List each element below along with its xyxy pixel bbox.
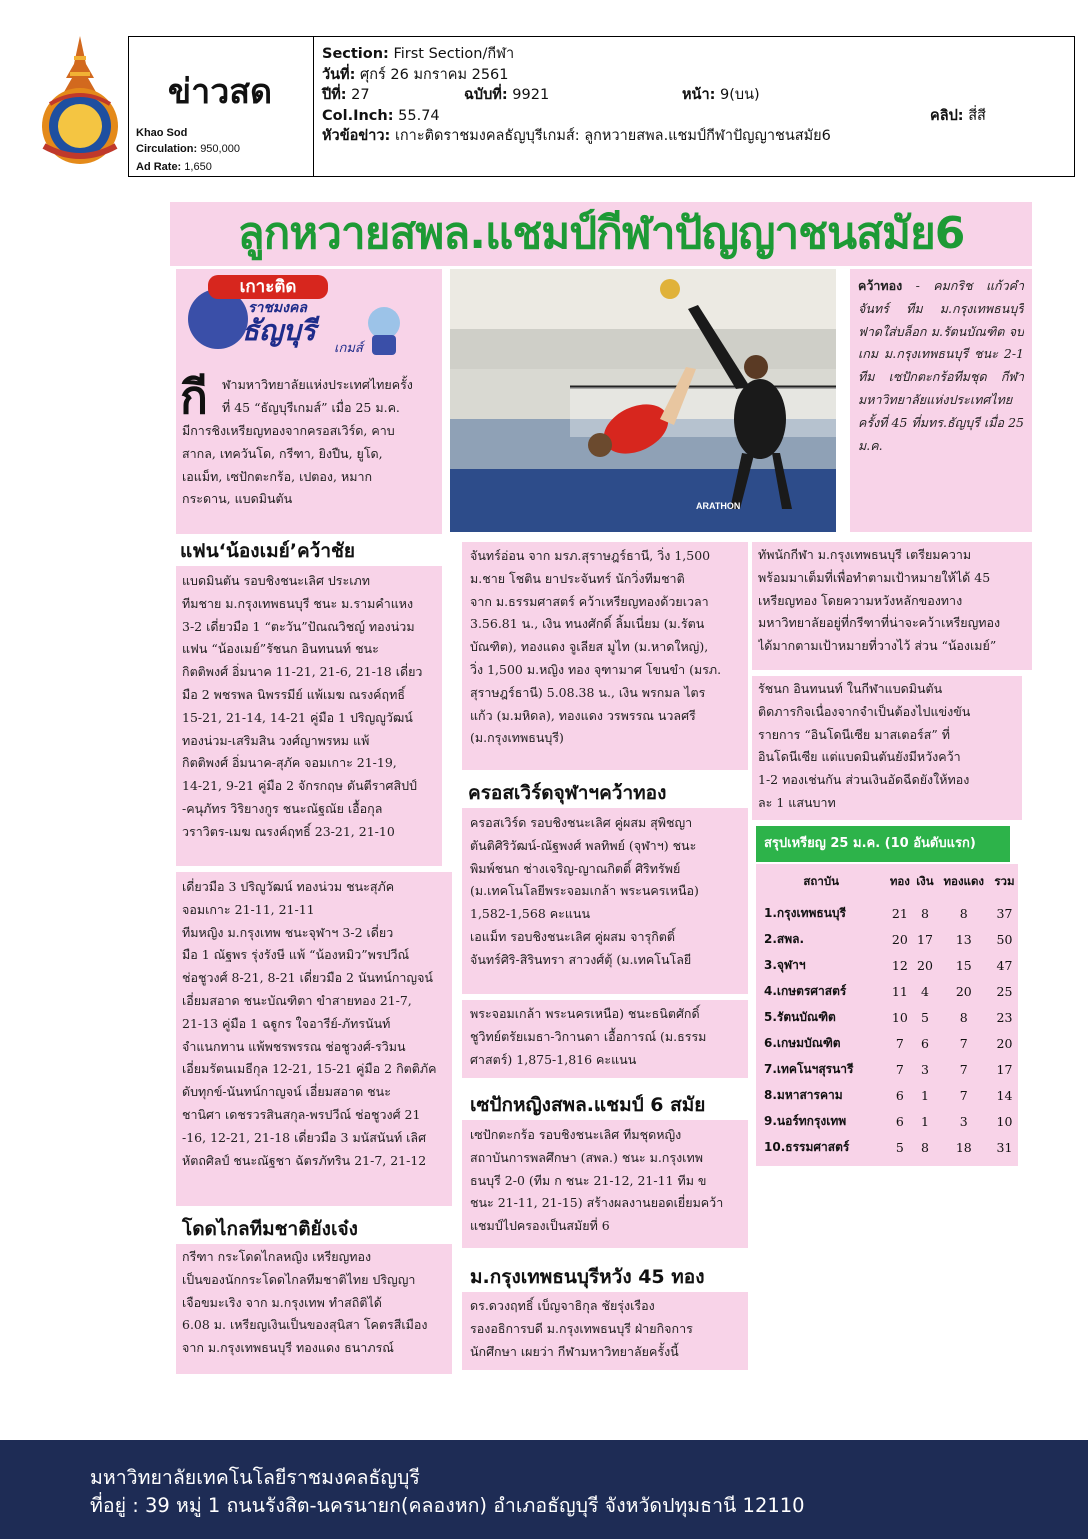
footer-university-name: มหาวิทยาลัยเทคโนโลยีราชมงคลธัญบุรี [90, 1466, 420, 1489]
medal-table [756, 864, 1018, 1166]
cell-gold: 11 [891, 983, 908, 999]
cell-total: 17 [996, 1061, 1013, 1077]
table-row [756, 1056, 1018, 1082]
athletics-text: จันทร์อ่อน จาก มรภ.สุราษฎร์ธานี, วิ่ง 1,500 ม.ชาย โชติน ยาประจันทร์ นักวิ่งทีมชาติ จาก ม.ธรรมศาสตร์ คว้าเหรียญทองด้วยเวลา 3.56.81 น., เงิน ทนงศักดิ์ ลิ้มเนี่ยม (ม.รัตน บัณฑิต), ทองแดง จูเลียส มูไท (ม.หาดใหญ่), วิ่ง 1,500 ม.หญิง ทอง จุฑามาศ โขนขำ (มรภ. สุราษฎร์ธานี) 5.08.38 น., เงิน พรกมล ไตร แก้ว (ม.มหิดล), ทองแดง วรพรรณ นวลศรี (ม.กรุงเทพธนบุรี) [470, 548, 722, 746]
cell-bronze: 7 [959, 1035, 968, 1051]
cell-institution: 3.จุฬาฯ [764, 957, 806, 972]
table-row [756, 1082, 1018, 1108]
meta-issue: ปีที่: 27 ฉบับที่: 9921 หน้า: 9(บน) [322, 87, 760, 103]
logo-kicker: เกาะติด [208, 275, 328, 299]
badminton-women-text: เดี่ยวมือ 3 ปริญูวัฒน์ ทองน่วม ชนะสุภัค จอมเกาะ 21-11, 21-11 ทีมหญิง ม.กรุงเทพ ชนะจุฬาฯ 3-2 เดี่ยว มือ 1 ณัฐพร รุ่งรังษี แพ้ “น้องหมิว”พรปวีณ์ ช่อชูวงศ์ 8-21, 8-21 เดี่ยวมือ 2 นันทน์กาญจน์ เอี่ยมสอาด ชนะบัณฑิตา ขำสายทอง 21-7, 21-13 คู่มือ 1 ฉฐูกร ใจอารีย์-ภัทรนันท์ จำแนกทาน แพ้พชรพรรณ ช่อชูวงศ์-รวิมน เอี่ยมรัตนเมธีกุล 12-21, 15-21 คู่มือ 2 กิตติภัค ดับทุกข์-นันทน์กาญจน์ เอี่ยมสอาด ชนะ ชานิศา เดชรวรสินสกุล-พรปวีณ์ ช่อชูวงศ์ 21 -16, 12-21, 21-18 เดี่ยวมือ 3 มนัสนันท์ เลิศ หัตถศิลป์ ชนะณัฐชา ฉัตรภัทริน 21-7, 21-12 [182, 879, 437, 1168]
intro-block [176, 269, 442, 534]
cell-institution: 9.นอร์ทกรุงเทพ [764, 1113, 847, 1128]
cell-institution: 1.กรุงเทพธนบุรี [764, 905, 846, 920]
badminton-text: แบดมินตัน รอบชิงชนะเลิศ ประเภท ทีมชาย ม.กรุงเทพธนบุรี ชนะ ม.รามคำแหง 3-2 เดี่ยวมือ 1 “ตะวัน”ปัณณวิชญ์ ทองน่วม แฟน “น้องเมย์”รัชนก อินทนนท์ ชนะ กิตติพงศ์ อิ่มนาค 11-21, 21-6, 21-18 เดี่ยว มือ 2 พชรพล นิพรรมีย์ แพ้เมฆ ณรงค์ฤทธิ์ 15-21, 21-14, 14-21 คู่มือ 1 ปริญญูวัฒน์ ทองน่วม-เสริมสิน วงศ์ญาพรหม แพ้ กิตติพงศ์ อิ่มนาค-สุภัค จอมเกาะ 21-19, 14-21, 9-21 คู่มือ 2 จักรกฤษ ดันตีราศสิปป์ -คนุภัทร วิริยางกูร ชนะณัฐณัย เอื้อกุล วราวิตร-เมฆ ณรงค์ฤทธิ์ 23-21, 21-10 [182, 573, 423, 839]
intro-second-line: ที่ 45 “ธัญบุรีเกมส์” เมื่อ 25 ม.ค. [222, 400, 400, 415]
badminton-women-block [176, 872, 452, 1206]
subhead-bkk-thonburi: ม.กรุงเทพธนบุรีหวัง 45 ทอง [470, 1266, 705, 1288]
cell-bronze: 8 [959, 1009, 968, 1025]
intro-first-line: ฬามหาวิทยาลัยแห่งประเทศไทยครั้ง [222, 377, 413, 392]
cell-bronze: 8 [959, 905, 968, 921]
cell-total: 23 [996, 1009, 1013, 1025]
article-meta [322, 44, 1070, 147]
col-header-bronze: ทองแดง [943, 874, 985, 888]
table-row [756, 1030, 1018, 1056]
subhead-crossword: ครอสเวิร์ดจุฬาฯคว้าทอง [468, 782, 667, 804]
bkk-thonburi-cont-block [752, 542, 1032, 670]
col-header-gold: ทอง [889, 874, 910, 888]
cell-silver: 3 [920, 1061, 929, 1077]
cell-institution: 2.สพล. [764, 931, 805, 946]
cell-total: 20 [996, 1035, 1013, 1051]
intro-rest: มีการชิงเหรียญทองจากครอสเวิร์ด, คาบ สากล, เทควันโด, กรีฑา, ยิงปืน, ยูโด, เอแม็ท, เซปักตะกร้อ, เปตอง, หมาก กระดาน, แบดมินตัน [182, 423, 395, 507]
cell-institution: 5.รัตนบัณฑิต [764, 1009, 836, 1024]
cell-silver: 8 [920, 905, 929, 921]
cell-bronze: 18 [955, 1139, 972, 1155]
bkk-thonburi-block [462, 1292, 748, 1370]
cell-bronze: 3 [959, 1113, 968, 1129]
may-ratchanok-text: รัชนก อินทนนท์ ในกีฬาแบดมินตัน ติดภารกิจเนื่องจากจำเป็นต้องไปแข่งขัน รายการ “อินโดนีเซีย มาสเตอร์ส” ที่ อินโดนีเซีย แต่แบดมินตันยังมีหวังคว้า 1-2 ทองเช่นกัน ส่วนเงินอัดฉีดยังให้ทอง ละ 1 แสนบาท [758, 681, 971, 810]
cell-bronze: 20 [955, 983, 972, 999]
table-row [756, 926, 1018, 952]
logo-line2: ธัญบุรี [242, 314, 316, 347]
article-headline: ลูกหวายสพล.แชมป์กีฬาปัญญาชนสมัย6 [170, 202, 1032, 266]
sepak-block [462, 1120, 748, 1248]
subhead-longjump: โดดไกลทีมชาติยังเจ๋ง [182, 1218, 358, 1240]
meta-section: Section: First Section/กีฬา [322, 46, 515, 62]
logo-line1: ราชมงคล [248, 300, 307, 316]
cell-gold: 12 [891, 957, 908, 973]
cell-total: 31 [996, 1139, 1013, 1155]
cell-silver: 8 [920, 1139, 929, 1155]
cell-institution: 7.เทคโนฯสุรนารี [764, 1061, 854, 1076]
cell-bronze: 7 [959, 1087, 968, 1103]
photo-banner-text: ARATHON [696, 501, 741, 511]
amath-text: พระจอมเกล้า พระนครเหนือ) ชนะธนิตศักดิ์ ชูวิทย์ตรัยเมธา-วิกานดา เอื้อการณ์ (ม.ธรรม ศาสตร์) 1,875-1,816 คะแนน [470, 1006, 707, 1067]
cell-gold: 6 [895, 1113, 904, 1129]
cell-total: 37 [996, 905, 1013, 921]
footer-bar [0, 1440, 1088, 1539]
cell-institution: 10.ธรรมศาสตร์ [764, 1139, 850, 1154]
photo-caption-block [850, 269, 1032, 532]
cell-gold: 7 [895, 1061, 904, 1077]
sepak-text: เซปักตะกร้อ รอบชิงชนะเลิศ ทีมชุดหญิง สถาบันการพลศึกษา (สพล.) ชนะ ม.กรุงเทพ ธนบุรี 2-0 (ทีม ก ชนะ 21-12, 21-11 ทีม ข ชนะ 21-11, 21-15) สร้างผลงานยอดเยี่ยมคว้า แชมป์ไปครองเป็นสมัยที่ 6 [470, 1127, 724, 1234]
sepak-takraw-photo [450, 269, 836, 532]
cell-bronze: 15 [955, 957, 972, 973]
longjump-text: กรีฑา กระโดดไกลหญิง เหรียญทอง เป็นของนักกระโดดไกลทีมชาติไทย ปริญญา เจือขมะเริง จาก ม.กรุงเทพ ทำสถิติได้ 6.08 ม. เหรียญเงินเป็นของสุนิสา โคตรสีเมือง จาก ม.กรุงเทพธนบุรี ทองแดง ธนาภรณ์ [182, 1249, 428, 1356]
cell-silver: 6 [920, 1035, 929, 1051]
footer-address: ที่อยู่ : 39 หมู่ 1 ถนนรังสิต-นครนายก(คลองหก) อำเภอธัญบุรี จังหวัดปทุมธานี 12110 [90, 1494, 805, 1517]
bkk-thonburi-cont-text: ทัพนักกีฬา ม.กรุงเทพธนบุรี เตรียมความ พร้อมมาเต็มที่เพื่อทำตามเป้าหมายให้ได้ 45 เหรียญทอง โดยความหวังหลักของทาง มหาวิทยาลัยอยู่ที่กรีฑาที่น่าจะคว้าเหรียญทอง ได้มากตามเป้าหมายที่วางไว้ ส่วน “น้องเมย์” [758, 547, 1001, 654]
meta-headline: หัวข้อข่าว: เกาะติดราชมงคลธัญบุรีเกมส์: ลูกหวายสพล.แชมป์กีฬาปัญญาชนสมัย6 [322, 128, 831, 144]
cell-silver: 20 [917, 957, 933, 973]
crossword-text: ครอสเวิร์ด รอบชิงชนะเลิศ คู่ผสม สุพิชญา ตันติศิริวัฒน์-ณัฐพงศ์ พลทิพย์ (จุฬาฯ) ชนะ พิมพ์ชนก ช่างเจริญ-ญาณกิตติ์ ศิริทรัพย์ (ม.เทคโนโลยีพระจอมเกล้า พระนครเหนือ) 1,582-1,568 คะแนน เอแม็ท รอบชิงชนะเลิศ คู่ผสม จารุกิตติ์ จันทร์ศิริ-สิรินทรา สาวงศ์ตุ้ (ม.เทคโนโลยี [470, 815, 699, 967]
table-row [756, 952, 1018, 978]
longjump-block [176, 1244, 452, 1374]
cell-bronze: 7 [959, 1061, 968, 1077]
cell-total: 14 [996, 1087, 1013, 1103]
cell-gold: 7 [895, 1035, 904, 1051]
caption-text: - คมกริช แก้วคำจันทร์ ทีม ม.กรุงเทพธนบุรี ฟาดใส่บล็อก ม.รัตนบัณฑิต จบเกม ม.กรุงเทพธนบุรี ชนะ 2-1 ทีม เซปักตะกร้อทีมชุด กีฬามหาวิทยาลัยแห่งประเทศไทย ครั้งที่ 45 ที่มทร.ธัญบุรี เมื่อ 25 ม.ค. [858, 278, 1024, 453]
photo-graphic [450, 269, 836, 532]
subhead-badminton: แฟน‘น้องเมย์’คว้าชัย [180, 540, 356, 562]
medal-table-grid [756, 864, 1018, 1160]
cell-bronze: 13 [955, 931, 972, 947]
cell-gold: 20 [891, 931, 908, 947]
cell-silver: 17 [917, 931, 933, 947]
ad-rate: Ad Rate: 1,650 [136, 161, 212, 173]
medal-table-header-row [756, 864, 1018, 900]
badminton-block [176, 566, 442, 866]
bkk-thonburi-text: ดร.ดวงฤทธิ์ เบ็ญจาธิกุล ชัยรุ่งเรือง รองอธิการบดี ม.กรุงเทพธนบุรี ฝ่ายกิจการ นักศึกษา เผยว่า กีฬามหาวิทยาลัยครั้งนี้ [470, 1298, 693, 1359]
table-row [756, 978, 1018, 1004]
games-logo [184, 273, 414, 359]
table-row [756, 1108, 1018, 1134]
cell-gold: 6 [895, 1087, 904, 1103]
cell-institution: 8.มหาสารคาม [764, 1087, 843, 1102]
amath-block [462, 1000, 748, 1078]
paper-name-en: Khao Sod [136, 127, 188, 139]
table-row [756, 1004, 1018, 1030]
cell-total: 50 [996, 931, 1013, 947]
cell-total: 10 [996, 1113, 1013, 1129]
university-seal-logo [36, 34, 124, 168]
medal-table-title: สรุปเหรียญ 25 ม.ค. (10 อันดับแรก) [756, 826, 1010, 862]
cell-gold: 21 [891, 905, 908, 921]
col-header-silver: เงิน [916, 874, 934, 888]
cell-silver: 4 [920, 983, 929, 999]
circulation: Circulation: 950,000 [136, 143, 240, 155]
cell-institution: 4.เกษตรศาสตร์ [764, 983, 847, 998]
table-row [756, 1134, 1018, 1160]
crossword-block [462, 808, 748, 994]
cell-silver: 5 [920, 1009, 929, 1025]
cell-total: 25 [996, 983, 1013, 999]
cell-silver: 1 [920, 1087, 929, 1103]
caption-bold: คว้าทอง [858, 278, 903, 293]
cell-gold: 10 [891, 1009, 908, 1025]
photo-caption [858, 275, 1024, 527]
paper-name: ข่าวสด [167, 72, 273, 112]
meta-date: วันที่: ศุกร์ 26 มกราคม 2561 [322, 66, 509, 83]
col-header-institution: สถาบัน [803, 874, 840, 888]
cell-total: 47 [996, 957, 1013, 973]
meta-colinch: Col.Inch: 55.74 คลิป: สี่สี [322, 107, 986, 124]
table-row [756, 900, 1018, 926]
cell-silver: 1 [920, 1113, 929, 1129]
logo-line3: เกมส์ [334, 341, 363, 356]
may-ratchanok-block [752, 676, 1022, 820]
subhead-sepak: เซปักหญิงสพล.แชมป์ 6 สมัย [470, 1094, 706, 1116]
col-header-total: รวม [994, 874, 1015, 888]
cell-gold: 5 [895, 1139, 904, 1155]
cell-institution: 6.เกษมบัณฑิต [764, 1035, 841, 1050]
athletics-block [462, 542, 748, 770]
paper-info-cell [128, 36, 314, 177]
intro-dropcap: กี [180, 370, 208, 424]
